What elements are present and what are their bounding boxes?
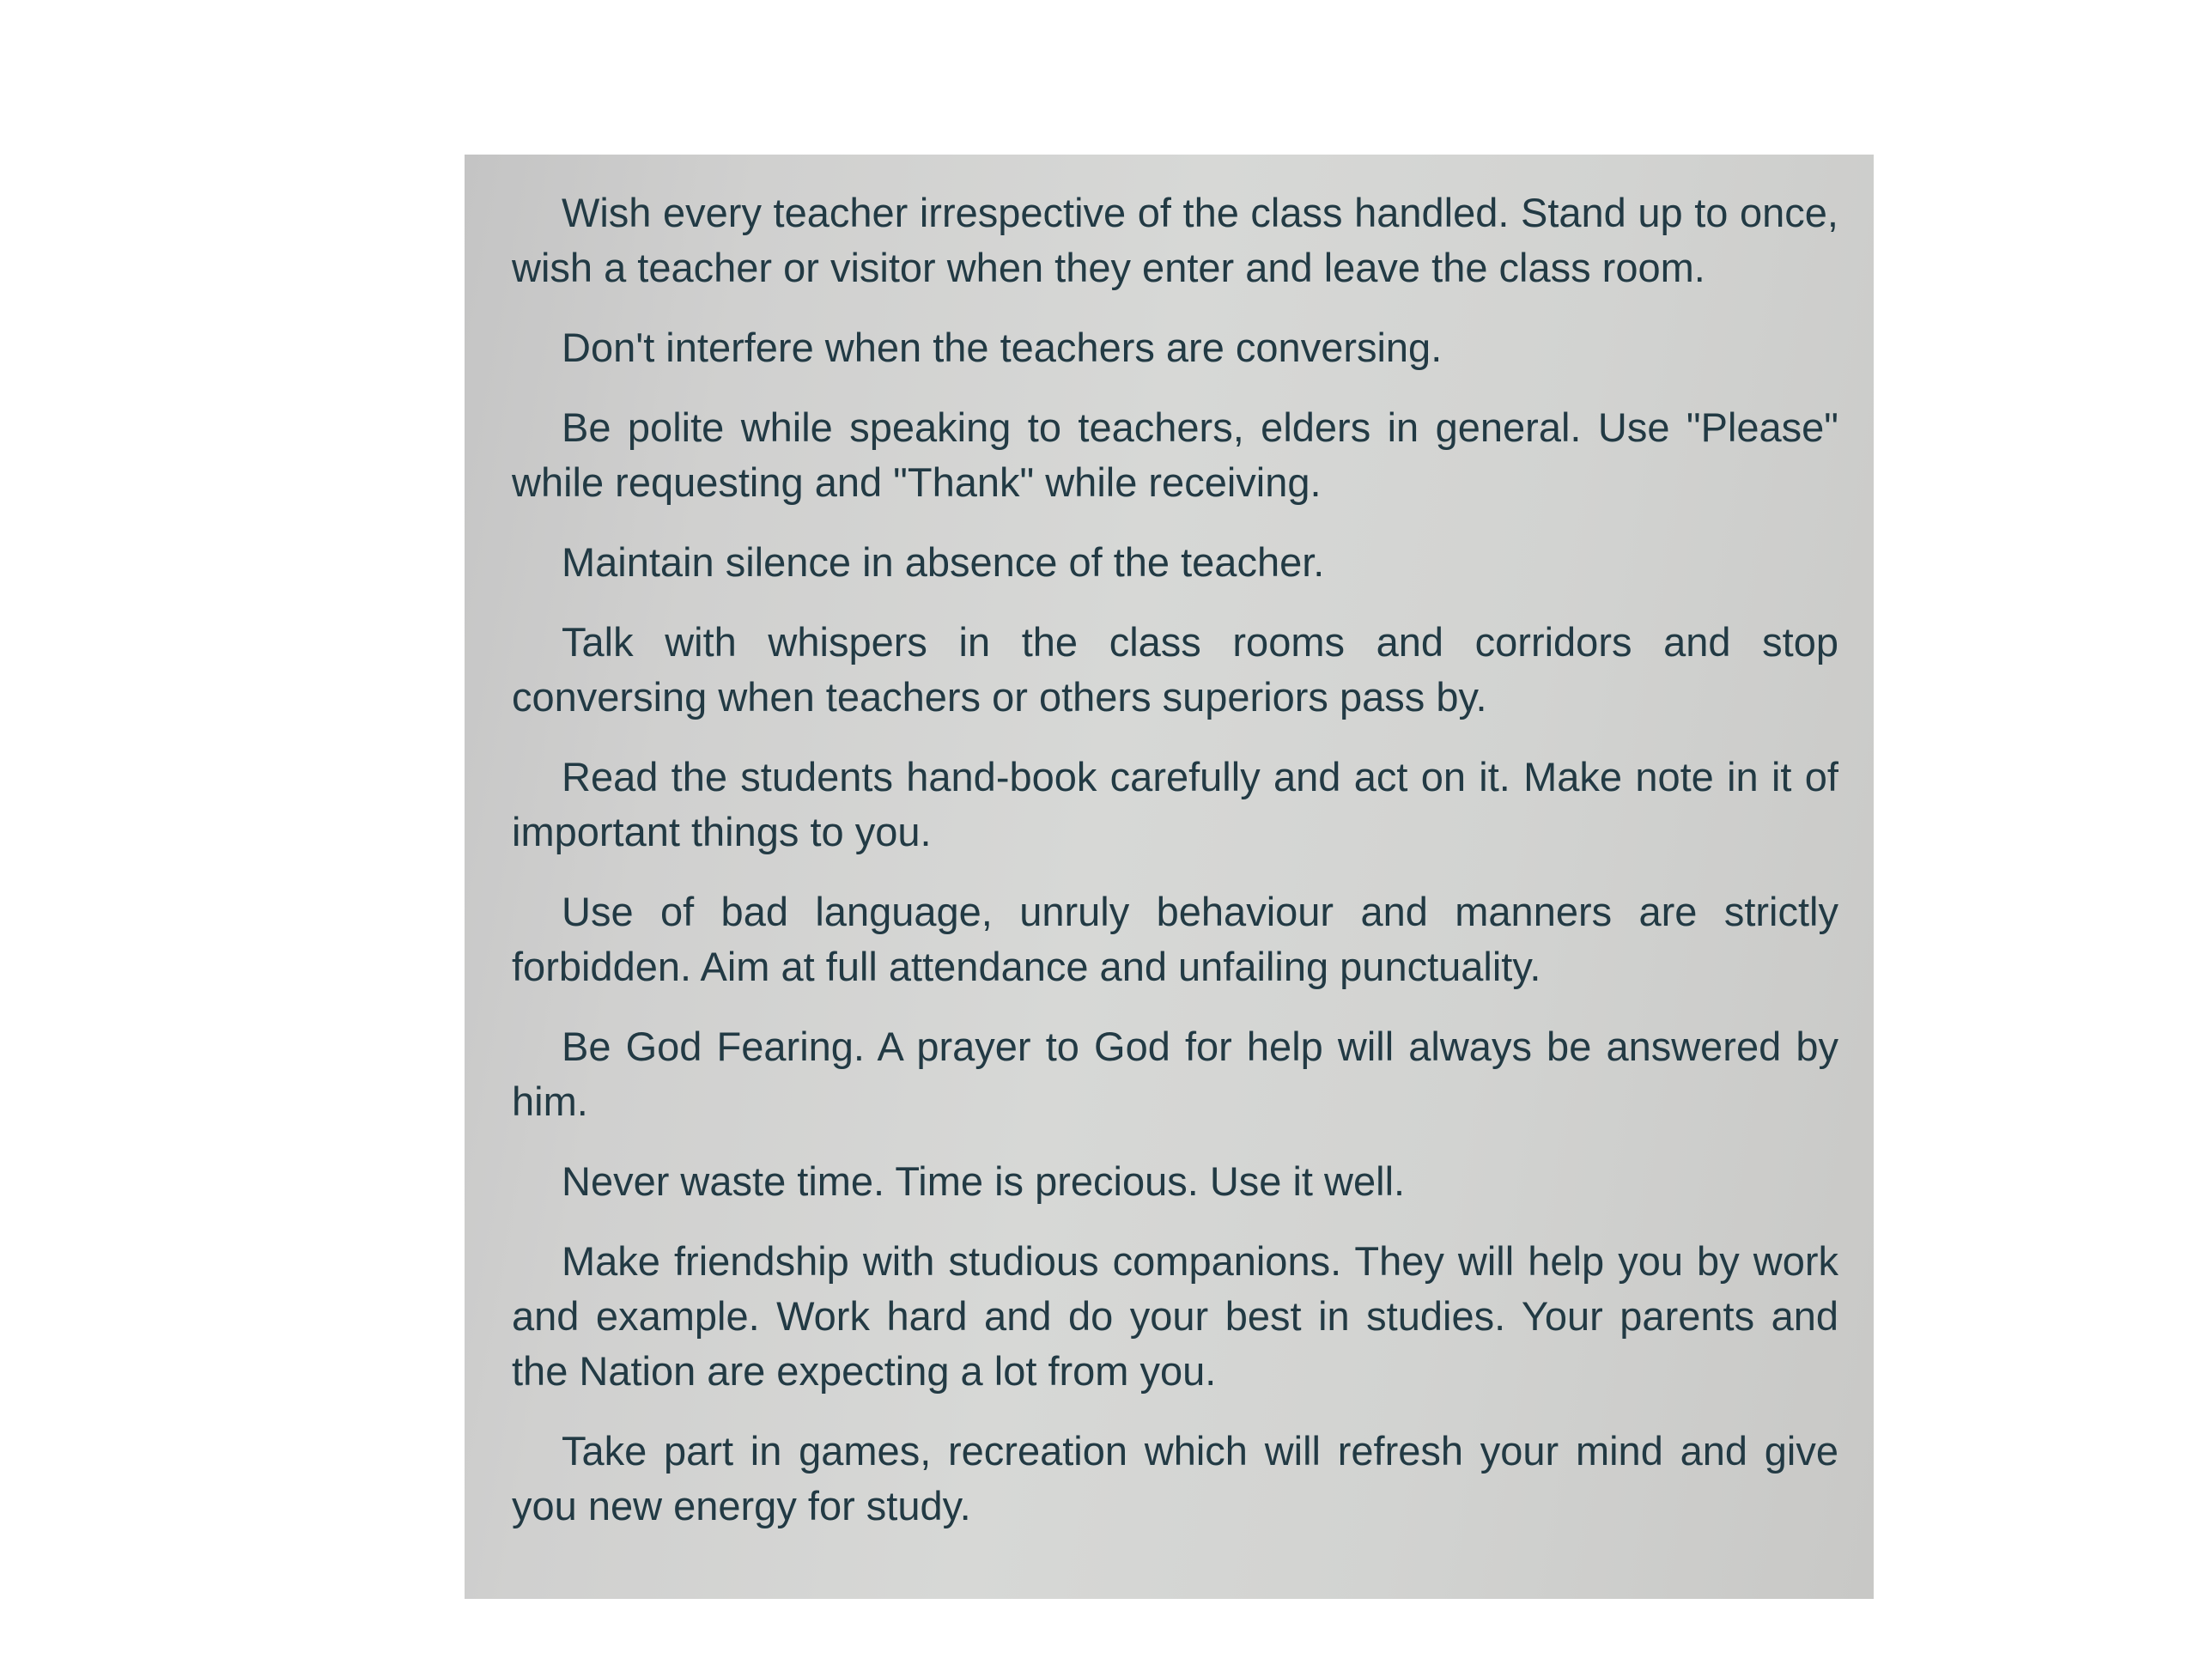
paragraph-maintain-silence: Maintain silence in absence of the teacher. bbox=[562, 539, 1325, 585]
paragraph-friendship: Make friendship with studious companions. They will help you by work and example. Work hard and do your best in studies. Your parents and the Nation are expecting a lot from you. bbox=[512, 1238, 1838, 1394]
paragraph-be-polite: Be polite while speaking to teachers, elders in general. Use "Please" while requesting and "Thank" while receiving. bbox=[512, 404, 1838, 505]
paragraph-talk-whispers: Talk with whispers in the class rooms and corridors and stop conversing when teachers or others superiors pass by. bbox=[512, 619, 1838, 720]
paragraph-wish-teacher: Wish every teacher irrespective of the class handled. Stand up to once, wish a teacher or visitor when they enter and leave the class room. bbox=[512, 190, 1838, 290]
paragraph-games: Take part in games, recreation which will refresh your mind and give you new energy for study. bbox=[512, 1428, 1838, 1528]
document-photo bbox=[465, 155, 1874, 1599]
paragraph-god-fearing: Be God Fearing. A prayer to God for help will always be answered by him. bbox=[512, 1024, 1838, 1124]
paragraph-never-waste-time: Never waste time. Time is precious. Use it well. bbox=[562, 1158, 1406, 1204]
paragraph-read-handbook: Read the students hand-book carefully and act on it. Make note in it of important things to you. bbox=[512, 754, 1838, 854]
paragraph-bad-language: Use of bad language, unruly behaviour and manners are strictly forbidden. Aim at full attendance and unfailing punctuality. bbox=[512, 889, 1838, 989]
paragraph-dont-interfere: Don't interfere when the teachers are conversing. bbox=[562, 325, 1443, 370]
rules-text bbox=[512, 185, 1838, 1559]
